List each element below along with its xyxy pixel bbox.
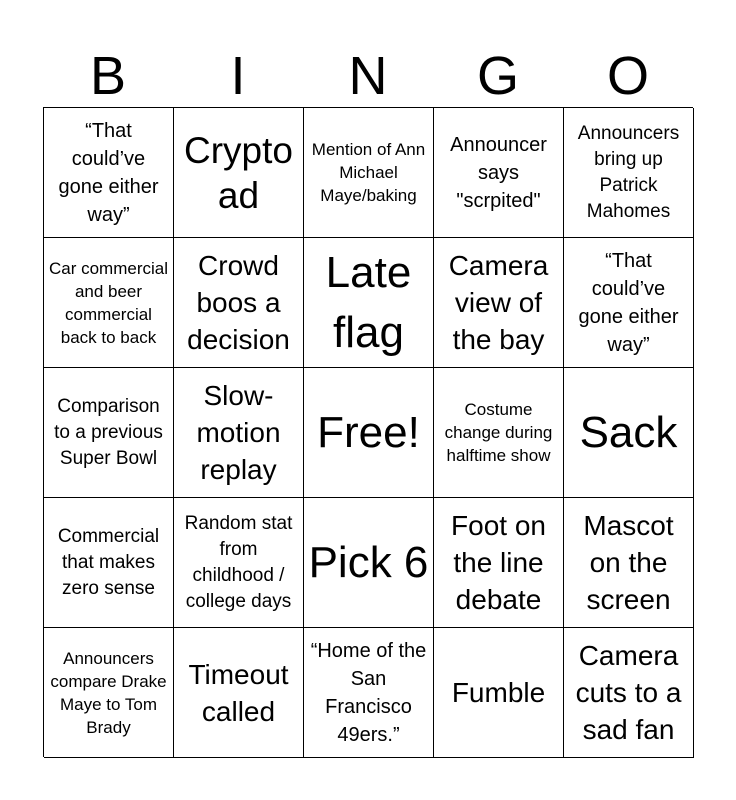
bingo-cell[interactable] (174, 628, 304, 758)
cell-text: Car commercial and beer commercial back to back (48, 258, 169, 347)
cell-text: “That could’ve gone either way” (578, 249, 679, 356)
cell-text: Pick 6 (308, 537, 429, 587)
header-letter-i: I (230, 46, 246, 106)
bingo-cell[interactable] (304, 238, 434, 368)
cell-text: “That could’ve gone either way” (58, 119, 159, 226)
cell-text: Announcers bring up Patrick Mahomes (577, 122, 680, 222)
header-letter-g: G (476, 46, 519, 106)
cell-text: Costume change during halftime show (444, 400, 553, 465)
bingo-cell[interactable] (564, 238, 694, 368)
bingo-header (43, 46, 693, 106)
cell-text: Slow-motion replay (196, 380, 281, 485)
bingo-cell[interactable] (304, 628, 434, 758)
bingo-cell[interactable] (564, 628, 694, 758)
cell-text: Timeout called (188, 658, 289, 727)
bingo-cell[interactable] (174, 238, 304, 368)
cell-text: Camera cuts to a sad fan (575, 640, 682, 745)
bingo-cell[interactable] (434, 368, 564, 498)
bingo-cell[interactable] (44, 108, 174, 238)
bingo-cell[interactable] (434, 628, 564, 758)
bingo-cell[interactable] (564, 368, 694, 498)
bingo-cell[interactable] (434, 498, 564, 628)
cell-text: Mention of Ann Michael Maye/baking (311, 140, 426, 205)
header-letter-o: O (606, 46, 649, 106)
bingo-cell[interactable] (44, 498, 174, 628)
header-letter-b: B (89, 46, 127, 106)
bingo-cell[interactable] (564, 108, 694, 238)
cell-text: Crypto ad (184, 129, 293, 216)
cell-text: “Home of the San Francisco 49ers.” (310, 639, 427, 746)
bingo-cell[interactable] (434, 238, 564, 368)
cell-text: Fumble (451, 677, 546, 708)
free-space-cell[interactable] (304, 368, 434, 498)
cell-text: Late flag (325, 247, 412, 357)
cell-text: Comparison to a previous Super Bowl (54, 395, 163, 469)
bingo-cell[interactable] (434, 108, 564, 238)
bingo-cell[interactable] (564, 498, 694, 628)
bingo-cell[interactable] (44, 628, 174, 758)
header-letter-n: N (348, 46, 388, 106)
bingo-cell[interactable] (304, 108, 434, 238)
cell-text: Crowd boos a decision (187, 250, 290, 355)
cell-text: Mascot on the screen (583, 510, 674, 615)
cell-text: Foot on the line debate (451, 510, 546, 615)
bingo-cell[interactable] (174, 498, 304, 628)
cell-text: Random stat from childhood / college days (184, 512, 293, 612)
cell-text: Announcer says "scrpited" (450, 133, 547, 212)
cell-text: Camera view of the bay (448, 250, 549, 355)
cell-text: Sack (579, 407, 678, 457)
bingo-cell[interactable] (174, 108, 304, 238)
bingo-cell[interactable] (174, 368, 304, 498)
cell-text: Announcers compare Drake Maye to Tom Brady (50, 648, 167, 737)
bingo-cell[interactable] (44, 238, 174, 368)
cell-text: Commercial that makes zero sense (57, 525, 160, 599)
cell-text: Free! (317, 407, 420, 457)
bingo-cell[interactable] (304, 498, 434, 628)
bingo-grid (43, 107, 693, 757)
bingo-cell[interactable] (44, 368, 174, 498)
